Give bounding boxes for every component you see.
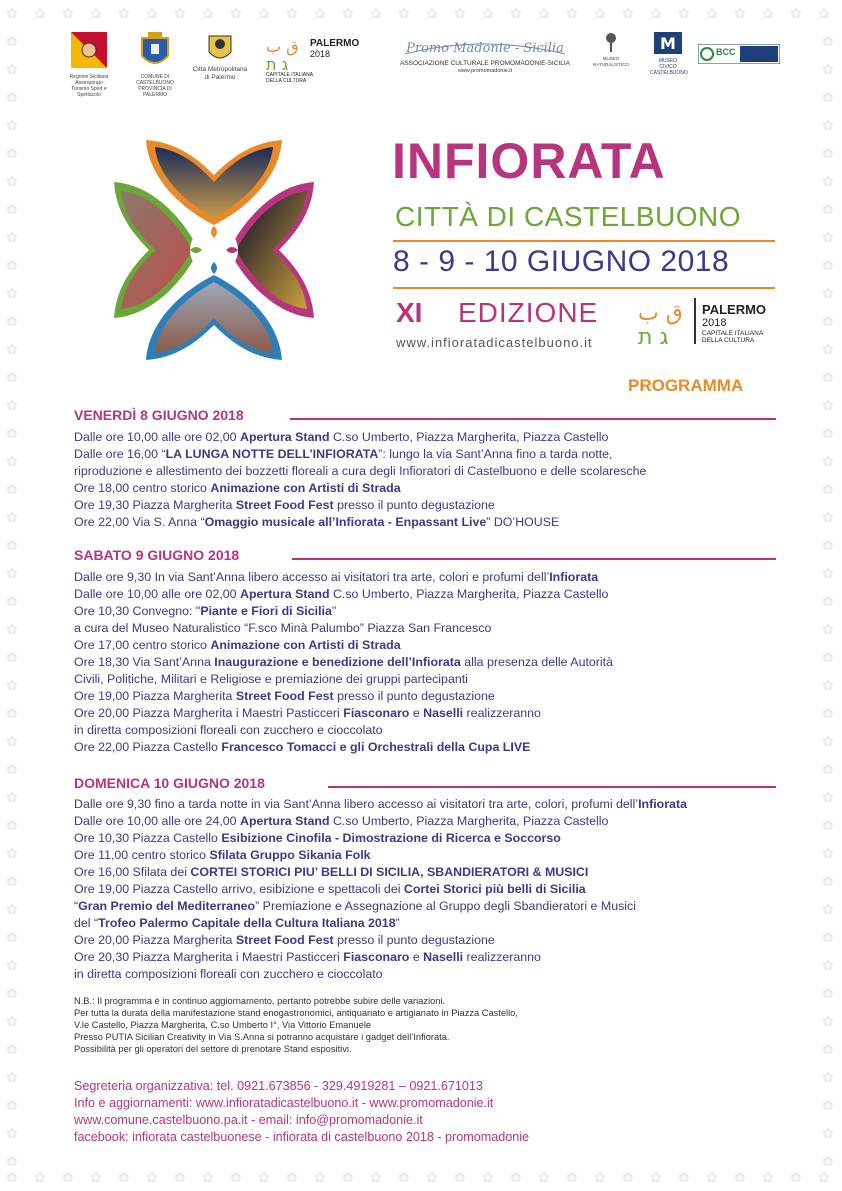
border-flower-icon: ✿ [6, 257, 18, 273]
program-text: Civili, Politiche, Militari e Religiose e premiazione dei gruppi partecipanti [74, 672, 468, 686]
border-flower-icon: ✿ [818, 1169, 830, 1185]
section-rule [328, 786, 776, 788]
border-flower-icon: ✿ [822, 537, 834, 553]
program-highlight: Apertura Stand [240, 430, 330, 444]
program-highlight: Inaugurazione e benedizione dell’Infiorata [214, 655, 461, 669]
program-line [74, 898, 794, 915]
program-line [74, 705, 794, 722]
flower-photo-collage [64, 100, 364, 400]
program-highlight: Animazione con Artisti di Strada [210, 481, 401, 495]
border-flower-icon: ✿ [822, 1153, 834, 1169]
border-flower-icon: ✿ [6, 369, 18, 385]
border-flower-icon: ✿ [734, 1169, 746, 1185]
border-flower-icon: ✿ [822, 1013, 834, 1029]
border-flower-icon: ✿ [118, 1169, 130, 1185]
border-flower-icon: ✿ [622, 5, 634, 21]
day-heading: VENERDÌ 8 GIUGNO 2018 [74, 407, 244, 423]
border-flower-icon: ✿ [6, 873, 18, 889]
program-text: Ore 11,00 centro storico [74, 848, 210, 862]
border-flower-icon: ✿ [822, 929, 834, 945]
border-flower-icon: ✿ [650, 5, 662, 21]
note-line: Possibilità per gli operatori del settore di prenotare Stand espositivi. [74, 1044, 352, 1054]
day-heading: SABATO 9 GIUGNO 2018 [74, 547, 240, 563]
border-flower-icon: ✿ [62, 1169, 74, 1185]
program-line [74, 446, 794, 463]
border-flower-icon: ✿ [822, 845, 834, 861]
border-flower-icon: ✿ [594, 1169, 606, 1185]
border-flower-icon: ✿ [90, 5, 102, 21]
program-text: in diretta composizioni floreali con zucchero e cioccolato [74, 967, 383, 981]
program-text: Dalle ore 10,00 alle ore 02,00 [74, 587, 241, 601]
border-flower-icon: ✿ [6, 117, 18, 133]
program-text: Dalle ore 16,00 “ [74, 447, 166, 461]
border-flower-icon: ✿ [426, 1169, 438, 1185]
contact-line[interactable]: facebook: infiorata castelbuonese - infiorata di castelbuono 2018 - promomadonie [74, 1130, 530, 1144]
event-dates: 8 - 9 - 10 GIUGNO 2018 [393, 245, 730, 278]
border-flower-icon: ✿ [822, 61, 834, 77]
program-line [74, 654, 794, 671]
program-text: Ore 10,30 Piazza Castello [74, 831, 222, 845]
svg-text:ق ب: ق ب [266, 38, 299, 56]
note-line: V.le Castello, Piazza Margherita, C.so Umberto I°, Via Vittorio Emanuele [74, 1020, 372, 1030]
program-text: Ore 22,00 Via S. Anna “ [74, 515, 205, 529]
border-flower-icon: ✿ [174, 5, 186, 21]
border-flower-icon: ✿ [6, 733, 18, 749]
program-text: Ore 10,30 Convegno: " [74, 604, 201, 618]
program-text: alla presenza delle Autorità [460, 655, 614, 669]
border-flower-icon: ✿ [6, 61, 18, 77]
program-line [74, 796, 794, 813]
border-flower-icon: ✿ [6, 285, 18, 301]
border-flower-icon: ✿ [822, 117, 834, 133]
program-line [74, 949, 794, 966]
contact-line[interactable]: www.comune.castelbuono.pa.it - email: info@promomadonie.it [74, 1113, 423, 1127]
program-text: " [331, 604, 337, 618]
program-highlight: Fiasconaro [343, 706, 410, 720]
website-link[interactable]: www.infioratadicastelbuono.it [396, 335, 593, 350]
border-flower-icon: ✿ [6, 5, 18, 21]
divider [393, 287, 775, 289]
event-title: INFIORATA [392, 133, 666, 189]
program-line [74, 586, 794, 603]
program-text: realizzeranno [463, 950, 541, 964]
program-text: Ore 20,30 Piazza Margherita i Maestri Pasticceri [74, 950, 344, 964]
program-highlight: Street Food Fest [235, 933, 334, 947]
program-line [74, 480, 794, 497]
program-text: ” Premiazione e Assegnazione al Gruppo degli Sbandieratori e Musici [255, 899, 636, 913]
program-highlight: Sfilata Gruppo Sikania Folk [209, 848, 371, 862]
border-flower-icon: ✿ [6, 789, 18, 805]
program-text: Ore 20,00 Piazza Margherita i Maestri Pasticceri [74, 706, 344, 720]
border-flower-icon: ✿ [822, 313, 834, 329]
border-flower-icon: ✿ [6, 481, 18, 497]
program-text: Dalle ore 10,00 alle ore 02,00 [74, 430, 241, 444]
border-flower-icon: ✿ [6, 985, 18, 1001]
border-flower-icon: ✿ [510, 5, 522, 21]
program-highlight: Omaggio musicale all’Infiorata - Enpassant Live [204, 515, 487, 529]
program-text: C.so Umberto, Piazza Margherita, Piazza Castello [329, 430, 609, 444]
border-flower-icon: ✿ [706, 5, 718, 21]
border-flower-icon: ✿ [822, 285, 834, 301]
border-flower-icon: ✿ [822, 425, 834, 441]
palermo-2018-badge: ق ب ג ת PALERMO 2018 CAPITALE ITALIANA DELLA CULTURA [638, 300, 788, 346]
border-flower-icon: ✿ [6, 929, 18, 945]
program-highlight: Apertura Stand [240, 587, 330, 601]
border-flower-icon: ✿ [6, 313, 18, 329]
border-flower-icon: ✿ [538, 1169, 550, 1185]
program-text: riproduzione e allestimento dei bozzetti floreali a cura degli Infioratori di Castelbuono e delle scolaresche [74, 464, 647, 478]
border-flower-icon: ✿ [790, 5, 802, 21]
border-flower-icon: ✿ [822, 1125, 834, 1141]
program-highlight: Fiasconaro [343, 950, 410, 964]
program-text: Ore 19,00 Piazza Margherita [74, 689, 236, 703]
border-flower-icon: ✿ [822, 789, 834, 805]
border-flower-icon: ✿ [822, 733, 834, 749]
program-text: Ore 18,00 centro storico [74, 481, 211, 495]
program-text: “ [74, 899, 79, 913]
border-flower-icon: ✿ [510, 1169, 522, 1185]
contact-line[interactable]: Info e aggiornamenti: www.infioratadicastelbuono.it - www.promomadonie.it [74, 1096, 494, 1110]
program-highlight: Animazione con Artisti di Strada [210, 638, 401, 652]
border-flower-icon: ✿ [822, 481, 834, 497]
border-flower-icon: ✿ [818, 5, 830, 21]
border-flower-icon: ✿ [822, 341, 834, 357]
program-line [74, 966, 794, 983]
border-flower-icon: ✿ [822, 761, 834, 777]
border-flower-icon: ✿ [370, 5, 382, 21]
border-flower-icon: ✿ [822, 257, 834, 273]
border-flower-icon: ✿ [174, 1169, 186, 1185]
border-flower-icon: ✿ [6, 1069, 18, 1085]
program-text: presso il punto degustazione [333, 498, 495, 512]
museo-civico-logo: M MUSEO CIVICO CASTELBUONO [650, 30, 686, 76]
border-flower-icon: ✿ [678, 1169, 690, 1185]
program-text: Ore 17,00 centro storico [74, 638, 211, 652]
border-flower-icon: ✿ [822, 509, 834, 525]
program-line [74, 830, 794, 847]
trinacria-icon [69, 30, 109, 72]
border-flower-icon: ✿ [678, 5, 690, 21]
divider [393, 240, 775, 242]
palermo-2018-logo: ق ب ג ת PALERMO 2018 CAPITALE ITALIANA DELLA CULTURA [266, 38, 360, 84]
border-flower-icon: ✿ [6, 453, 18, 469]
border-flower-icon: ✿ [118, 5, 130, 21]
border-flower-icon: ✿ [822, 33, 834, 49]
program-text: realizzeranno [463, 706, 541, 720]
border-flower-icon: ✿ [6, 509, 18, 525]
program-text: C.so Umberto, Piazza Margherita, Piazza Castello [329, 587, 609, 601]
border-flower-icon: ✿ [822, 593, 834, 609]
program-highlight: Naselli [423, 950, 464, 964]
border-flower-icon: ✿ [454, 5, 466, 21]
program-line [74, 514, 794, 531]
contacts-block [74, 1078, 529, 1146]
border-flower-icon: ✿ [822, 705, 834, 721]
museo-m-icon [652, 30, 684, 56]
program-text: Dalle ore 10,00 alle ore 24,00 [74, 814, 241, 828]
border-flower-icon: ✿ [6, 677, 18, 693]
border-flower-icon: ✿ [6, 901, 18, 917]
border-flower-icon: ✿ [6, 397, 18, 413]
border-flower-icon: ✿ [822, 1097, 834, 1113]
border-flower-icon: ✿ [650, 1169, 662, 1185]
border-flower-icon: ✿ [6, 1013, 18, 1029]
note-line: Presso PUTIA Sicilian Creativity in Via S.Anna si potranno acquistare i gadget dell’Infiorata. [74, 1032, 450, 1042]
border-flower-icon: ✿ [822, 649, 834, 665]
program-text: e [409, 950, 424, 964]
coat-of-arms-icon [138, 30, 172, 72]
programma-heading: PROGRAMMA [628, 376, 744, 395]
edition-label: EDIZIONE [458, 297, 599, 328]
border-flower-icon: ✿ [762, 1169, 774, 1185]
program-text: Dalle ore 9,30 In via Sant’Anna libero accesso ai visitatori tra arte, colori e profumi dell’ [74, 570, 550, 584]
program-highlight: Cortei Storici più belli di Sicilia [403, 882, 586, 896]
program-text: Dalle ore 9,30 fino a tarda notte in via Sant’Anna libero accesso ai visitatori tra arte, colori, profumi dell’ [74, 797, 639, 811]
border-flower-icon: ✿ [822, 957, 834, 973]
program-line [74, 932, 794, 949]
event-subtitle: CITTÀ DI CASTELBUONO [395, 201, 742, 232]
palermo-2018-symbol-icon [266, 38, 304, 72]
border-flower-icon: ✿ [538, 5, 550, 21]
notes-block [74, 995, 674, 1055]
day-program [74, 429, 794, 531]
note-line: N.B.: Il programma è in continuo aggiornamento, pertanto potrebbe subire delle variazioni. [74, 996, 446, 1006]
border-flower-icon: ✿ [146, 1169, 158, 1185]
program-line [74, 637, 794, 654]
program-highlight: Gran Premio del Mediterraneo [78, 899, 256, 913]
note-line: Per tutta la durata della manifestazione stand enogastronomici, antiquariato e artigianato in Piazza Castello, [74, 1008, 518, 1018]
border-flower-icon: ✿ [790, 1169, 802, 1185]
bcc-logo: BCC [698, 44, 780, 66]
border-flower-icon: ✿ [822, 817, 834, 833]
program-line [74, 881, 794, 898]
border-flower-icon: ✿ [258, 1169, 270, 1185]
program-line [74, 864, 794, 881]
border-flower-icon: ✿ [6, 593, 18, 609]
border-flower-icon: ✿ [482, 1169, 494, 1185]
program-line [74, 813, 794, 830]
border-flower-icon: ✿ [6, 705, 18, 721]
program-line [74, 497, 794, 514]
border-flower-icon: ✿ [426, 5, 438, 21]
program-text: Ore 19,00 Piazza Castello arrivo, esibizione e spettacoli dei [74, 882, 404, 896]
border-flower-icon: ✿ [34, 1169, 46, 1185]
border-flower-icon: ✿ [822, 677, 834, 693]
program-line [74, 603, 794, 620]
border-flower-icon: ✿ [202, 5, 214, 21]
program-line [74, 671, 794, 688]
svg-text:ق ب: ق ب [638, 301, 683, 326]
border-flower-icon: ✿ [822, 873, 834, 889]
border-flower-icon: ✿ [230, 5, 242, 21]
border-flower-icon: ✿ [6, 621, 18, 637]
border-flower-icon: ✿ [6, 33, 18, 49]
program-line [74, 915, 794, 932]
program-highlight: Street Food Fest [235, 498, 334, 512]
border-flower-icon: ✿ [6, 761, 18, 777]
border-flower-icon: ✿ [6, 145, 18, 161]
svg-text:ג ת: ג ת [266, 55, 289, 72]
border-flower-icon: ✿ [6, 537, 18, 553]
day-program [74, 796, 794, 983]
border-flower-icon: ✿ [822, 901, 834, 917]
bcc-banner-icon [698, 44, 780, 64]
program-line [74, 847, 794, 864]
border-flower-icon: ✿ [6, 1097, 18, 1113]
border-flower-icon: ✿ [146, 5, 158, 21]
badge-divider [694, 298, 696, 344]
border-flower-icon: ✿ [822, 621, 834, 637]
border-flower-icon: ✿ [6, 1125, 18, 1141]
program-text: Ore 19,30 Piazza Margherita [74, 498, 236, 512]
program-highlight: Infiorata [549, 570, 599, 584]
border-flower-icon: ✿ [6, 1169, 18, 1185]
program-highlight: Trofeo Palermo Capitale della Cultura Italiana 2018 [98, 916, 396, 930]
program-highlight: Apertura Stand [240, 814, 330, 828]
promomadonie-logo: Promo Madonie - Sicilia ASSOCIAZIONE CULTURALE PROMOMADONIE-SICILIA www.promomadonie.it [390, 38, 580, 75]
border-flower-icon: ✿ [594, 5, 606, 21]
svg-text:M: M [660, 34, 676, 53]
border-flower-icon: ✿ [34, 5, 46, 21]
border-flower-icon: ✿ [398, 5, 410, 21]
border-flower-icon: ✿ [822, 397, 834, 413]
border-flower-icon: ✿ [454, 1169, 466, 1185]
border-flower-icon: ✿ [398, 1169, 410, 1185]
edition-number: XI [396, 297, 423, 328]
comune-castelbuono-logo: COMUNE DI CASTELBUONO PROVINCIA DI PALERMO [135, 30, 175, 98]
program-highlight: Esibizione Cinofila - Dimostrazione di Ricerca e Soccorso [221, 831, 561, 845]
border-flower-icon: ✿ [822, 453, 834, 469]
program-text: Ore 18,30 Via Sant’Anna [74, 655, 215, 669]
border-flower-icon: ✿ [6, 957, 18, 973]
border-flower-icon: ✿ [342, 1169, 354, 1185]
day-program [74, 569, 794, 756]
border-flower-icon: ✿ [734, 5, 746, 21]
border-flower-icon: ✿ [822, 229, 834, 245]
border-flower-icon: ✿ [90, 1169, 102, 1185]
program-text: e [409, 706, 424, 720]
svg-text:Promo Madonie - Sicilia: Promo Madonie - Sicilia [406, 41, 564, 56]
border-flower-icon: ✿ [6, 649, 18, 665]
program-highlight: Infiorata [638, 797, 687, 811]
contact-line[interactable]: Segreteria organizzativa: tel. 0921.673856 - 329.4919281 – 0921.671013 [74, 1079, 483, 1093]
border-flower-icon: ✿ [822, 369, 834, 385]
border-flower-icon: ✿ [370, 1169, 382, 1185]
program-text: C.so Umberto, Piazza Margherita, Piazza Castello [329, 814, 609, 828]
border-flower-icon: ✿ [706, 1169, 718, 1185]
border-flower-icon: ✿ [342, 5, 354, 21]
border-flower-icon: ✿ [822, 145, 834, 161]
border-flower-icon: ✿ [822, 1041, 834, 1057]
program-line [74, 739, 794, 756]
program-highlight: Francesco Tomacci e gli Orchestrali della Cupa LIVE [221, 740, 531, 754]
museo-naturalistico-logo: MUSEO NATURALISTICO [588, 30, 634, 68]
border-flower-icon: ✿ [6, 425, 18, 441]
flower-emblem-icon [600, 30, 622, 54]
border-flower-icon: ✿ [822, 565, 834, 581]
border-flower-icon: ✿ [6, 845, 18, 861]
border-flower-icon: ✿ [6, 1153, 18, 1169]
program-text: Ore 20,00 Piazza Margherita [74, 933, 236, 947]
center-flower-icon [190, 226, 238, 274]
border-flower-icon: ✿ [6, 229, 18, 245]
border-flower-icon: ✿ [822, 201, 834, 217]
program-text: a cura del Museo Naturalistico “F.sco Minà Palumbo” Piazza San Francesco [74, 621, 492, 635]
border-flower-icon: ✿ [622, 1169, 634, 1185]
program-highlight: Piante e Fiori di Sicilia [200, 604, 332, 618]
border-flower-icon: ✿ [6, 1041, 18, 1057]
program-line [74, 688, 794, 705]
program-text: del “ [74, 916, 99, 930]
program-line [74, 463, 794, 480]
program-text: presso il punto degustazione [333, 689, 495, 703]
citta-metropolitana-logo: Città Metropolitana di Palermo [190, 30, 250, 82]
program-highlight: Street Food Fest [235, 689, 334, 703]
border-flower-icon: ✿ [6, 201, 18, 217]
program-text: presso il punto degustazione [333, 933, 495, 947]
border-flower-icon: ✿ [6, 817, 18, 833]
eagle-crest-icon [205, 30, 235, 64]
regione-sicilia-logo: Regione Siciliana Assessorato Turismo Sport e Spettacolo [68, 30, 110, 98]
program-text: ” DO’HOUSE [486, 515, 560, 529]
border-flower-icon: ✿ [566, 5, 578, 21]
program-highlight: CORTEI STORICI PIU’ BELLI DI SICILIA, SBANDIERATORI & MUSICI [190, 865, 589, 879]
border-flower-icon: ✿ [258, 5, 270, 21]
border-flower-icon: ✿ [822, 985, 834, 1001]
program-line [74, 429, 794, 446]
program-text: ” [395, 916, 400, 930]
program-text: in diretta composizioni floreali con zucchero e cioccolato [74, 723, 383, 737]
palermo-2018-symbol-icon [638, 300, 688, 346]
program-line [74, 569, 794, 586]
program-text: Ore 16,00 Sfilata dei [74, 865, 191, 879]
section-rule [290, 418, 776, 420]
border-flower-icon: ✿ [482, 5, 494, 21]
border-flower-icon: ✿ [314, 5, 326, 21]
border-flower-icon: ✿ [822, 173, 834, 189]
promomadonie-script-icon [400, 38, 570, 58]
program-highlight: Naselli [423, 706, 464, 720]
border-flower-icon: ✿ [286, 5, 298, 21]
border-flower-icon: ✿ [6, 173, 18, 189]
program-line [74, 722, 794, 739]
program-text: ”: lungo la via Sant’Anna fino a tarda notte, [378, 447, 613, 461]
border-flower-icon: ✿ [822, 89, 834, 105]
program-line [74, 620, 794, 637]
program-highlight: LA LUNGA NOTTE DELL’INFIORATA [165, 447, 379, 461]
program-text: Ore 22,00 Piazza Castello [74, 740, 222, 754]
border-flower-icon: ✿ [314, 1169, 326, 1185]
border-flower-icon: ✿ [762, 5, 774, 21]
border-flower-icon: ✿ [230, 1169, 242, 1185]
day-heading: DOMENICA 10 GIUGNO 2018 [74, 775, 265, 791]
border-flower-icon: ✿ [566, 1169, 578, 1185]
border-flower-icon: ✿ [6, 565, 18, 581]
border-flower-icon: ✿ [202, 1169, 214, 1185]
border-flower-icon: ✿ [822, 1069, 834, 1085]
svg-text:ג ת: ג ת [638, 325, 669, 346]
border-flower-icon: ✿ [62, 5, 74, 21]
border-flower-icon: ✿ [6, 341, 18, 357]
border-flower-icon: ✿ [286, 1169, 298, 1185]
border-flower-icon: ✿ [6, 89, 18, 105]
section-rule [292, 558, 776, 560]
